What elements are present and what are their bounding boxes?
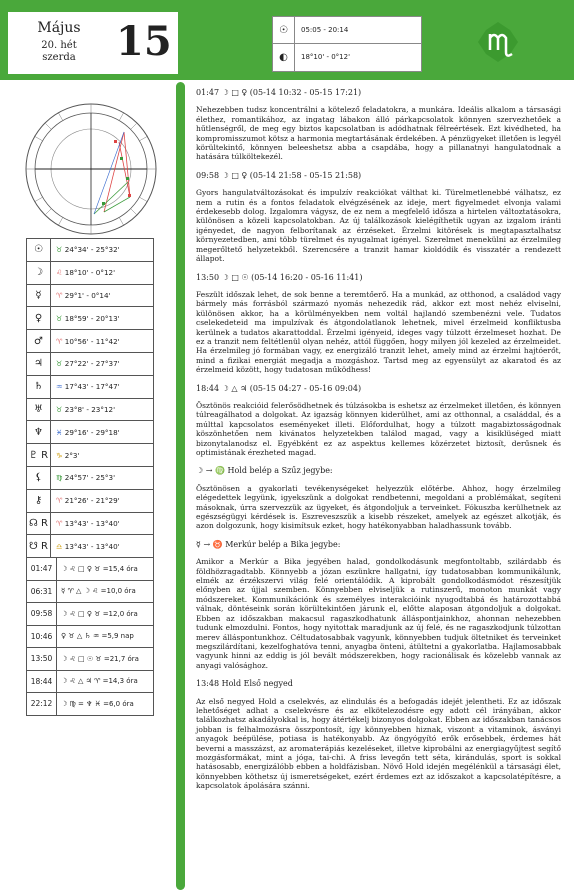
- table-row: [27, 444, 154, 467]
- table-row: [27, 693, 154, 716]
- section-heading: 13:48 Hold Első negyed: [196, 679, 293, 689]
- pluto-symbol: ♇ R: [27, 444, 51, 467]
- sun-moon-box: [272, 16, 422, 72]
- table-row: [27, 239, 154, 262]
- section-body: Az első negyed Hold a cselekvés, az elindulás és a befogadás idejét jelentheti. Ez az időszak lehetőséget adhat a cselekvésre és az elkötelezodésre egy adott cél irányában, akkor találkozhatsz akadályokkal is, hogy átértékelj bizonyos dolgokat. Ebben az időszakban tanácsos jobban is felhalmozásra összpontosít, így könnyebben hiznak, viszont a vitaminok, ásványi anyagok beépülése, potiasa is hatékonyabb. Az öngyógyító erők erősebbek, érdemes hát beverni a masszázst, az aromaterápiás kezeléseket, illetve kiprobálni az energiagyűjtest segítő mozgásformákat, mint a jóga, tai-chi. A friss levegőn tett séta, kirándulás, sport is sokkal hatásosabb, energizálóbb ebben a holdfázisban. Növő Hold idején megélénkül a társasági élet, könnyebben köthetsz új ismeretségeket, ezért érdemes ezt az időszakot a kapcsolatépítésre, a kapcsolatok ápolására szánni.: [196, 696, 561, 791]
- aspect-text: ☽ ♌ □ ♀ ♉ =15,4 óra: [57, 558, 154, 581]
- table-row: [27, 398, 154, 421]
- table-row: [27, 603, 154, 626]
- month-label: Május: [37, 20, 81, 36]
- forecast-content: [196, 88, 561, 791]
- planet-value: ♎ 13°43' - 13°40': [51, 535, 154, 558]
- south-node-symbol: ☋ R: [27, 535, 51, 558]
- planet-value: ♈ 29°1' - 0°14': [51, 284, 154, 307]
- mercury-symbol: ☿: [27, 284, 51, 307]
- table-row: [27, 330, 154, 353]
- mars-symbol: ♂: [27, 330, 51, 353]
- section-heading: 09:58 ☽ □ ♀ (05-14 21:58 - 05-15 21:58): [196, 170, 362, 180]
- virgo-logo-icon: [474, 18, 522, 66]
- section-body: Nehezebben tudsz koncentrálni a kötelező feladatokra, a munkára. Ideális alkalom a társasági élethez, romantikához, az ingatag lábakon álló párkapcsolatok könnyen szervezhetőek a hűtlenségről, de meg egy biztos kapcsolatban is adódhatnak félreértések. Ezt kivédheted, ha kompromisszumot kötsz a harmonia megtartásának érdekében. A pénzügyeket illetően is legyél körültekintő, könnyen beleeshetsz abba a csapdába, hogy a pillanatnyi hangulatodnak a hatására túlköltekezél.: [196, 105, 562, 162]
- date-box: [8, 12, 178, 74]
- north-node-symbol: ☊ R: [27, 512, 51, 535]
- planet-value: ♑ 2°3': [51, 444, 154, 467]
- aspect-time-table: [26, 557, 154, 716]
- planet-value: ♉ 27°22' - 27°37': [51, 352, 154, 375]
- table-row: [27, 466, 154, 489]
- section-body: Ösztönösen a gyakorlati tevékenységeket helyezzük előtérbe. Ahhoz, hogy érzelmileg elégedettek legyünk, igyekszünk a dolgokat rendbetenni, megoldani a problémákat, segíteni másoknak, úrra szervezzük az ügyeket, és átgondoljuk a terveinket. Fókuszba kerülhetnek az egészségügyi kérdések is. Eszreveszszük a kisebb részeket, amelyek az egészet alkotják, és azon dolgozunk, hogy kisimítsuk ezket, hogy hatékonyabban haladhassunk tovább.: [196, 483, 561, 531]
- aspect-time: 06:31: [27, 580, 57, 603]
- table-row: [27, 284, 154, 307]
- timeline-bar: [176, 82, 185, 890]
- planet-value: ♉ 23°8' - 23°12': [51, 398, 154, 421]
- aspect-text: ☽ ♌ □ ☉ ♉ =21,7 óra: [57, 648, 154, 671]
- table-row: [27, 307, 154, 330]
- planet-value: ♉ 24°34' - 25°32': [51, 239, 154, 262]
- weekday-label: szerda: [42, 52, 76, 63]
- jupiter-symbol: ♃: [27, 352, 51, 375]
- planet-value: ♈ 21°26' - 21°29': [51, 489, 154, 512]
- chiron-symbol: ⚷: [27, 489, 51, 512]
- section-body: Feszült időszak lehet, de sok benne a teremtőerő. Ha a munkád, az otthonod, a családod vagy bármely más forrásból származó nyomás nehezedik rád, akkor ezt most nehéz elviselni, különösen akkor, ha a körülményekben nem voltál hajlandó szembenézni vele. Tudatos cselekedeteid ma impulzívak és átgondolatlanok lehetnek, mivel érzelmeid konfliktusba kerülnek a tudatos akarattoddal. Érzelmi igényeid, ideges vagy túlzott érzelmeset hozhat. De ez a tranzit nem feltétlenül olyan nehéz, attól függően, hogy milyen jól kezeled az érzelmeidet. Ha érzelmileg jó formában vagy, ez energizáló tranzit lehet, amely mind az érzelmi hajtóerőt, mind a fizikai energiát megadja a mozgáshoz. Tartsd meg az egyensúlyt az akaratod és az érzelmeid között, hogy tudatosan működhess!: [196, 289, 561, 375]
- planet-value: ♍ 24°57' - 25°3': [51, 466, 154, 489]
- header-bar: [0, 0, 574, 80]
- section-body: Gyors hangulatváltozásokat és impulzív reakciókat válthat ki. Türelmetlenebbé válhatsz, ez nem a rutin és a fontos feladatok elvégzésének az ideje, mert figyelmedet elvonja valami érdekesebb dolog. Izgalomra vágysz, de ez nem a megfelelő idősza a hirtelen változtatásokra, különösen a közeli kapcsolatokban. Az új találkozások kielégíthetik ugyan az izgalom iránti igényedet, de nagyon felborítanak az érzéseket. Érzelmi kitörések is megtapasztalhatsz környezetedben, ami több türelmet és nyugalmat igényel. Szerelmet menekülni az érzelmileg megerőltető helyzetekből. Szerencsére a tranzit hamar kioldódik és visszatér a rendezett állapot.: [196, 188, 561, 264]
- saturn-symbol: ♄: [27, 375, 51, 398]
- uranus-symbol: ♅: [27, 398, 51, 421]
- table-row: [27, 375, 154, 398]
- section-heading: ☽ → ♍ Hold belép a Szűz jegybe:: [196, 466, 333, 476]
- table-row: [27, 421, 154, 444]
- planet-value: ♈ 13°43' - 13°40': [51, 512, 154, 535]
- neptune-symbol: ♆: [27, 421, 51, 444]
- aspect-time: 01:47: [27, 558, 57, 581]
- lilith-symbol: ⚸: [27, 466, 51, 489]
- venus-symbol: ♀: [27, 307, 51, 330]
- aspect-text: ☽ ♌ △ ♃ ♈ =14,3 óra: [57, 670, 154, 693]
- table-row: [27, 261, 154, 284]
- aspect-text: ♀ ♉ △ ♄ ♒ =5,9 nap: [57, 625, 154, 648]
- sun-icon: ☉: [273, 17, 295, 44]
- section-body: Amikor a Merkúr a Bika jegyében halad, gondolkodásunk megfontoltabb, szilárdabb és földhözragadtabb. Könnyebb a józan eszünkre hallgatni, így tudatosabban kommunikálunk, elmék az érzékszervi világ felé orientálódik. A kiprobált gondolkodásmódot részesítjük előnyben az újjal szemben. Könnyebben elviseljük a rutinszerű, monoton munkát vagy módszereket. Kommunikációnk és személyes interakcióink nyugodtabbá és határozottabbá válnak, döntéseink során körültekintően járunk el, előtte alaposan átgondoljuk a dolgokat. Ebben az időszakban makacsul ragaszkodhatunk álláspontjainkhoz, ahonnan nehezebben tudunk elmozdulni. Fontos, hogy nyitottak maradjunk az új felé, és ne ragaszkodjunk túlzottan merev álláspontunkhoz. Céltudatosabbak vagyunk, könnyebben tudjuk öltetniket és terveinket megszilárdítani, kezelfoghatóva tenni, anyagba önteni, átültetni a gyakorlatba. Hajlamosabbak vagyunk hinni az eddig is jól bevált módszerekben, hogy racionálisak és közelebb vannak az anyagi valósághoz.: [196, 557, 561, 670]
- table-row: [27, 489, 154, 512]
- aspect-time: 22:12: [27, 693, 57, 716]
- aspect-time: 18:44: [27, 670, 57, 693]
- aspect-time: 09:58: [27, 603, 57, 626]
- table-row: [27, 535, 154, 558]
- aspect-text: ☽ ♌ □ ♀ ♉ =12,0 óra: [57, 603, 154, 626]
- section-heading: 01:47 ☽ □ ♀ (05-14 10:32 - 05-15 17:21): [196, 88, 362, 97]
- table-row: [27, 625, 154, 648]
- day-number: 15: [116, 18, 172, 65]
- week-label: 20. hét: [41, 40, 77, 51]
- aspect-text: ☽ ♍ = ♆ ♓ =6,0 óra: [57, 693, 154, 716]
- section-heading: 18:44 ☽ △ ♃ (05-15 04:27 - 05-16 09:04): [196, 383, 362, 393]
- table-row: [27, 558, 154, 581]
- aspect-time: 13:50: [27, 648, 57, 671]
- moon-row: [273, 44, 421, 71]
- sun-times: 05:05 - 20:14: [301, 26, 349, 34]
- table-row: [27, 580, 154, 603]
- section-body: Ösztönös reakcióid felerősödhetnek és túlzásokba is eshetsz az érzelmeket illetően, és könnyen túlreagálhatod a dolgokat. Az igazság könnyen kiderülhet, ami az otthonnal, a családdal, és a múlttal kapcsolatos eseményeket illeti. Előfordulhat, hogy a túlzott magabiztosságodnak köszönhetően nem kivánatos helyzetekben találod magad, vagy a kisiklüséged miatt bizonytalanodsz el. Egyébként ez az aspektus kellemes közérzetet biztosít, derűsnek és optimistának érezheted magad.: [196, 400, 561, 457]
- table-row: [27, 352, 154, 375]
- aspect-time: 10:46: [27, 625, 57, 648]
- sun-symbol: ☉: [27, 239, 51, 262]
- section-heading: ☿ → ♉ Merkúr belép a Bika jegybe:: [196, 539, 341, 549]
- planet-position-table: [26, 238, 154, 558]
- table-row: [27, 512, 154, 535]
- planet-value: ♉ 18°59' - 20°13': [51, 307, 154, 330]
- moon-phase-icon: ◐: [273, 44, 295, 71]
- table-row: [27, 648, 154, 671]
- section-heading: 13:50 ☽ □ ☉ (05-14 16:20 - 05-16 11:41): [196, 272, 363, 282]
- planet-value: ♌ 18°10' - 0°12': [51, 261, 154, 284]
- horoscope-wheel: [24, 102, 158, 236]
- planet-value: ♓ 29°16' - 29°18': [51, 421, 154, 444]
- aspect-text: ☿ ♈ △ ☽ ♌ =10,0 óra: [57, 580, 154, 603]
- planet-value: ♒ 17°43' - 17°47': [51, 375, 154, 398]
- moon-degrees: 18°10' - 0°12': [301, 53, 350, 61]
- sun-row: [273, 17, 421, 44]
- moon-symbol: ☽: [27, 261, 51, 284]
- planet-value: ♈ 10°56' - 11°42': [51, 330, 154, 353]
- table-row: [27, 670, 154, 693]
